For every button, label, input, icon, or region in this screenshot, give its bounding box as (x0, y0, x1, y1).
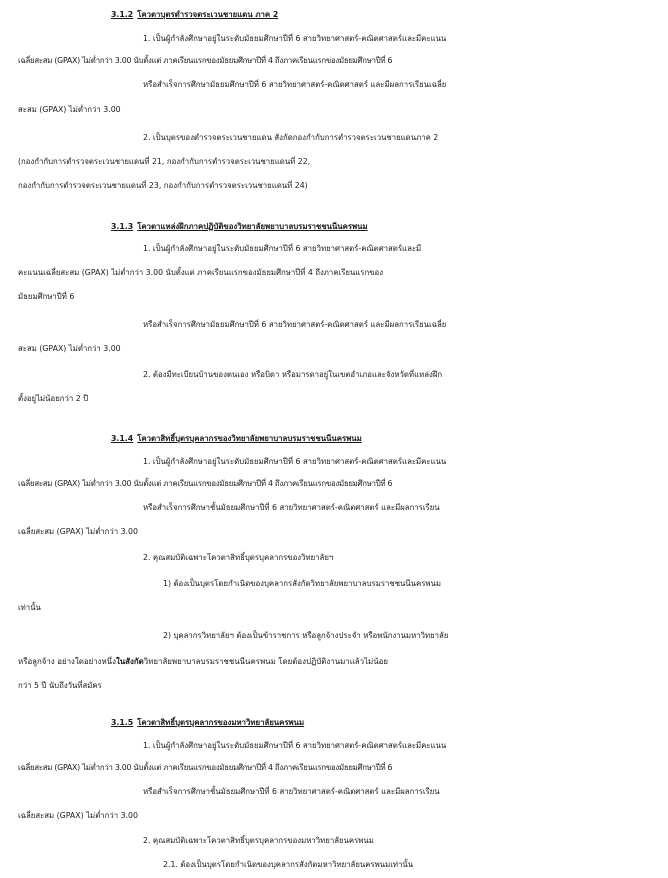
emphasis-text: ในสังกัด (115, 657, 144, 666)
section-text-line: กว่า 5 ปี นับถึงวันที่สมัคร (18, 681, 102, 690)
section-text-line: 2.1. ต้องเป็นบุตรโดยกำเนิดของบุคลากรสังกัดมหาวิทยาลัยนครพนมเท่านั้น (163, 860, 414, 869)
section-text-line: 2. คุณสมบัติเฉพาะโควตาสิทธิ์บุตรบุคลากรของมหาวิทยาลัยนครพนม (143, 836, 374, 845)
section-text-line: กองกำกับการตำรวจตระเวนชายแดนที่ 23, กองกำกับการตำรวจตระเวนชายแดนที่ 24) (18, 181, 308, 190)
section-text-line: มัธยมศึกษาปีที่ 6 (18, 292, 75, 301)
section-text-line: 1) ต้องเป็นบุตรโดยกำเนิดของบุคลากรสังกัดวิทยาลัยพยาบาลบรมราชชนนีนครพนม (163, 579, 441, 588)
section-text-line: เท่านั้น (18, 603, 41, 612)
section-text-line: 2. ต้องมีทะเบียนบ้านของตนเอง หรือบิดา หรือมารดาอยู่ในเขตอำเภอและจังหวัดที่แหล่งฝึก (143, 370, 443, 379)
section-text-line: 1. เป็นผู้กำลังศึกษาอยู่ในระดับมัธยมศึกษาปีที่ 6 สายวิทยาศาสตร์-คณิตศาสตร์และมีคะแนน (143, 457, 447, 466)
section-text-line: หรือสำเร็จการศึกษาชั้นมัธยมศึกษาปีที่ 6 สายวิทยาศาสตร์-คณิตศาสตร์ และมีผลการเรียน (143, 503, 440, 512)
section-text-line: 2. เป็นบุตรของตำรวจตระเวนชายแดน สังกัดกองกำกับการตำรวจตระเวนชายแดนภาค 2 (143, 133, 439, 142)
section-text-line: เฉลี่ยสะสม (GPAX) ไม่ต่ำกว่า 3.00 นับตั้งแต่ ภาคเรียนแรกของมัธยมศึกษาปีที่ 4 ถึงภาคเรียนแรกของมัธยมศึกษาปีที่ 6 (18, 763, 393, 772)
section-text-line-mixed: หรือลูกจ้าง อย่างใดอย่างหนึ่งในสังกัดวิทยาลัยพยาบาลบรมราชชนนีนครพนม โดยต้องปฏิบัติงานมาแล้วไม่น้อย (18, 657, 389, 666)
section-text-line: หรือสำเร็จการศึกษามัธยมศึกษาปีที่ 6 สายวิทยาศาสตร์-คณิตศาสตร์ และมีผลการเรียนเฉลี่ย (143, 80, 447, 89)
section-text-line: 2) บุคลากรวิทยาลัยฯ ต้องเป็นข้าราชการ หรือลูกจ้างประจำ หรือพนักงานมหาวิทยาลัย (163, 631, 449, 640)
section-text-line: เฉลี่ยสะสม (GPAX) ไม่ต่ำกว่า 3.00 (18, 811, 138, 820)
section-text-line: เฉลี่ยสะสม (GPAX) ไม่ต่ำกว่า 3.00 (18, 527, 138, 536)
section-text-line: หรือสำเร็จการศึกษามัธยมศึกษาปีที่ 6 สายวิทยาศาสตร์-คณิตศาสตร์ และมีผลการเรียนเฉลี่ย (143, 320, 447, 329)
section-heading-3-1-4: 3.1.4 โควตาสิทธิ์บุตรบุคลากรของวิทยาลัยพยาบาลบรมราชชนนีนครพนม (111, 434, 362, 443)
section-text-line: สะสม (GPAX) ไม่ต่ำกว่า 3.00 (18, 105, 121, 114)
section-text-line: 1. เป็นผู้กำลังศึกษาอยู่ในระดับมัธยมศึกษาปีที่ 6 สายวิทยาศาสตร์-คณิตศาสตร์และมี (143, 244, 422, 253)
section-heading-3-1-3: 3.1.3 โควตาแหล่งฝึกภาคปฏิบัติของวิทยาลัยพยาบาลบรมราชชนนีนครพนม (111, 222, 368, 231)
section-text-line: 1. เป็นผู้กำลังศึกษาอยู่ในระดับมัธยมศึกษาปีที่ 6 สายวิทยาศาสตร์-คณิตศาสตร์และมีคะแนน (143, 34, 447, 43)
section-heading-3-1-2: 3.1.2 โควตาบุตรตำรวจตระเวนชายแดน ภาค 2 (111, 10, 279, 19)
section-text-line: หรือสำเร็จการศึกษาชั้นมัธยมศึกษาปีที่ 6 สายวิทยาศาสตร์-คณิตศาสตร์ และมีผลการเรียน (143, 787, 440, 796)
section-text-line: (กองกำกับการตำรวจตระเวนชายแดนที่ 21, กองกำกับการตำรวจตระเวนชายแดนที่ 22, (18, 157, 311, 166)
section-text-line: คะแนนเฉลี่ยสะสม (GPAX) ไม่ต่ำกว่า 3.00 นับตั้งแต่ ภาคเรียนแรกของมัธยมศึกษาปีที่ 4 ถึงภาคเรียนแรกของ (18, 268, 384, 277)
section-text-line: เฉลี่ยสะสม (GPAX) ไม่ต่ำกว่า 3.00 นับตั้งแต่ ภาคเรียนแรกของมัธยมศึกษาปีที่ 4 ถึงภาคเรียนแรกของมัธยมศึกษาปีที่ 6 (18, 56, 393, 65)
section-text-line: 2. คุณสมบัติเฉพาะโควตาสิทธิ์บุตรบุคลากรของวิทยาลัยฯ (143, 553, 334, 562)
section-text-line: 1. เป็นผู้กำลังศึกษาอยู่ในระดับมัธยมศึกษาปีที่ 6 สายวิทยาศาสตร์-คณิตศาสตร์และมีคะแนน (143, 741, 447, 750)
section-heading-3-1-5: 3.1.5 โควตาสิทธิ์บุตรบุคลากรของมหาวิทยาลัยนครพนม (111, 718, 305, 727)
section-text-line: เฉลี่ยสะสม (GPAX) ไม่ต่ำกว่า 3.00 นับตั้งแต่ ภาคเรียนแรกของมัธยมศึกษาปีที่ 4 ถึงภาคเรียนแรกของมัธยมศึกษาปีที่ 6 (18, 479, 393, 488)
section-text-line: ตั้งอยู่ไม่น้อยกว่า 2 ปี (18, 394, 89, 403)
section-text-line: สะสม (GPAX) ไม่ต่ำกว่า 3.00 (18, 344, 121, 353)
